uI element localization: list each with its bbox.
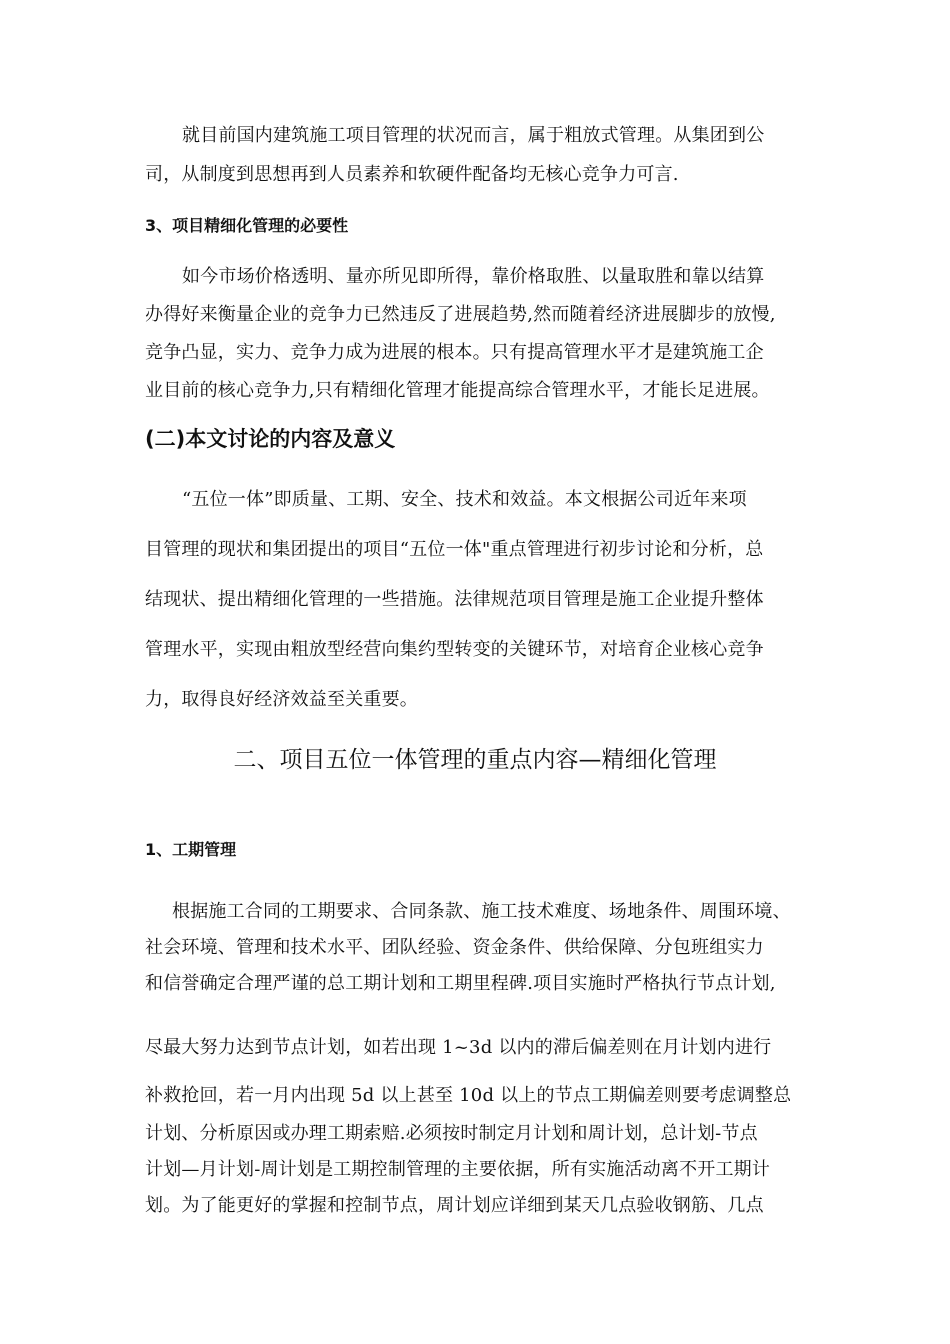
paragraph-line: 办得好来衡量企业的竞争力已然违反了进展趋势,然而随着经济进展脚步的放慢, [145,304,776,325]
paragraph-line: 和信誉确定合理严谨的总工期计划和工期里程碑.项目实施时严格执行节点计划, [145,973,776,994]
paragraph-line: 就目前国内建筑施工项目管理的状况而言，属于粗放式管理。从集团到公 [182,125,765,146]
paragraph-line: 根据施工合同的工期要求、合同条款、施工技术难度、场地条件、周围环境、 [172,901,791,922]
paragraph-line: “五位一体”即质量、工期、安全、技术和效益。本文根据公司近年来项 [182,489,747,510]
paragraph-line: 司，从制度到思想再到人员素养和软硬件配备均无核心竞争力可言. [145,164,679,185]
chapter-title: 二、项目五位一体管理的重点内容—精细化管理 [233,747,717,773]
paragraph-line: 管理水平，实现由粗放型经营向集约型转变的关键环节，对培育企业核心竞争 [145,639,764,660]
paragraph-line: 补救抢回，若一月内出现 5d 以上甚至 10d 以上的节点工期偏差则要考虑调整总 [145,1085,792,1106]
paragraph-line: 如今市场价格透明、量亦所见即所得，靠价格取胜、以量取胜和靠以结算 [182,266,765,287]
paragraph-line: 划。为了能更好的掌握和控制节点，周计划应详细到某天几点验收钢筋、几点 [145,1195,764,1216]
paragraph-line: 尽最大努力达到节点计划，如若出现 1~3d 以内的滞后偏差则在月计划内进行 [145,1037,772,1058]
paragraph-line: 目管理的现状和集团提出的项目“五位一体"重点管理进行初步讨论和分析，总 [145,539,764,560]
paragraph-line: 业目前的核心竞争力,只有精细化管理才能提高综合管理水平，才能长足进展。 [145,380,770,401]
subsection-heading: 1、工期管理 [145,840,237,859]
paragraph-line: 计划—月计划-周计划是工期控制管理的主要依据，所有实施活动离不开工期计 [145,1159,771,1180]
subsection-heading: 3、项目精细化管理的必要性 [145,216,349,235]
section-heading: (二)本文讨论的内容及意义 [145,427,396,451]
paragraph-line: 计划、分析原因或办理工期索赔.必须按时制定月计划和周计划，总计划-节点 [145,1123,758,1144]
paragraph-line: 竞争凸显，实力、竞争力成为进展的根本。只有提高管理水平才是建筑施工企 [145,342,764,363]
paragraph-line: 社会环境、管理和技术水平、团队经验、资金条件、供给保障、分包班组实力 [145,937,764,958]
paragraph-line: 力，取得良好经济效益至关重要。 [145,689,418,710]
paragraph-line: 结现状、提出精细化管理的一些措施。法律规范项目管理是施工企业提升整体 [145,589,764,610]
